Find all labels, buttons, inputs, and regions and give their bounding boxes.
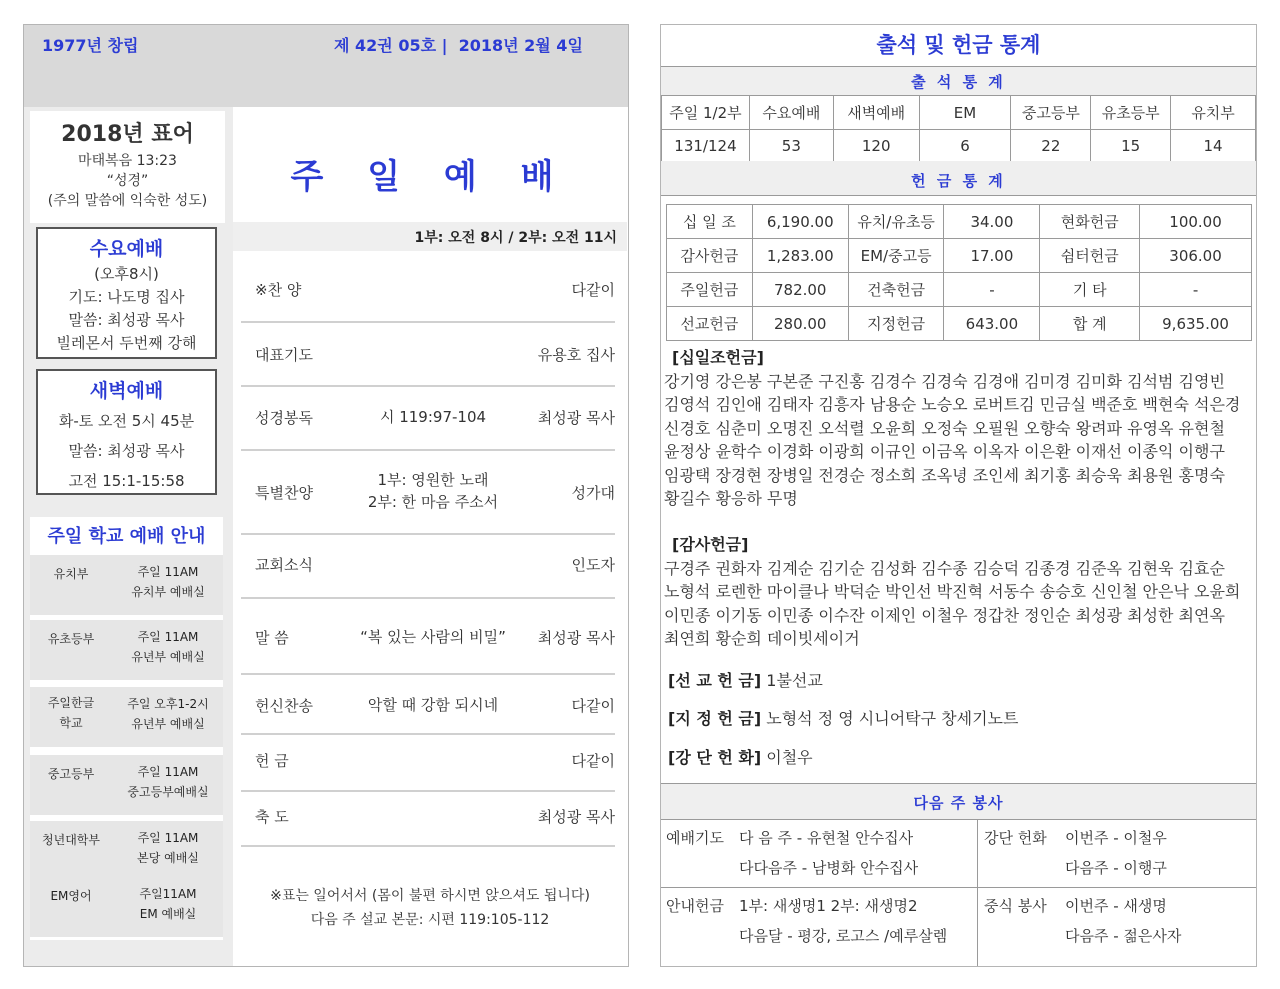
motto-title: 2018년 표어 (61, 122, 194, 147)
tithe-names-line: 임광택 장경현 장병일 전경순 정소희 조옥녕 조인세 최기홍 최승욱 최용원 홍명숙 (664, 465, 1225, 485)
sunday-school-row (30, 620, 223, 683)
usher-line: 다음달 - 평강, 로고스 /예루살렘 (739, 927, 948, 945)
mission-text: 1불선교 (761, 671, 823, 690)
order-label: 특별찬양 (255, 484, 313, 502)
sunday-school-row (30, 821, 223, 884)
wednesday-service-title: 수요예배 (89, 238, 164, 260)
worship-note (233, 884, 627, 932)
ss-name: EM영어 (50, 889, 92, 903)
offering-label: 유치/유초등 (848, 205, 944, 239)
altar-text: 이철우 (761, 748, 813, 767)
offering-amount: 34.00 (944, 205, 1040, 239)
founded-text: 1977년 창립 (42, 36, 139, 55)
offering-amount: 306.00 (1140, 239, 1252, 273)
ss-name-line2: 학교 (59, 716, 83, 730)
dawn-service-box (36, 369, 217, 495)
divider (661, 887, 1256, 888)
altar-flower (668, 745, 813, 768)
order-label: 헌신찬송 (255, 697, 313, 715)
order-detail: “복 있는 사람의 비밀” (360, 628, 506, 646)
tithe-names-line: 강기영 강은봉 구본준 구진홍 김경수 김경숙 김경애 김미경 김미화 김석범 김영빈 (664, 371, 1225, 391)
ss-time: 주일11AM (139, 887, 197, 901)
tithe-title: [십일조헌금] (672, 348, 764, 367)
order-leader: 최성광 목사 (537, 808, 615, 826)
offering-title-band (661, 161, 1256, 196)
motto-reference: 마태복음 13:23 (78, 153, 177, 169)
order-detail: 시 119:97-104 (379, 408, 487, 426)
mission-title: [선 교 헌 금] (668, 671, 762, 690)
dawn-service-preacher: 말씀: 최성광 목사 (68, 442, 185, 460)
thanks-names-line: 구경주 권화자 김계순 김기순 김성화 김수종 김승덕 김종경 김준옥 김현욱 김효순 (664, 558, 1225, 578)
attendance-value: 53 (749, 130, 833, 162)
offering-row (667, 273, 1252, 307)
attendance-header-row (662, 96, 1256, 130)
designated-offering (668, 706, 1018, 729)
divider (241, 733, 615, 735)
prayer-line: 다다음주 - 남병화 안수집사 (739, 859, 919, 877)
divider (241, 845, 615, 847)
worship-title: 주 일 예 배 (290, 157, 570, 197)
offering-amount: 782.00 (752, 273, 848, 307)
stats-title: 출석 및 헌금 통계 (876, 33, 1041, 57)
offering-table (666, 204, 1252, 341)
divider (241, 597, 615, 599)
dawn-service-time: 화-토 오전 5시 45분 (58, 412, 195, 430)
offering-label: 쉼터헌금 (1040, 239, 1140, 273)
designated-title: [지 정 헌 금] (668, 709, 762, 728)
offering-label: 십 일 조 (667, 205, 753, 239)
order-leader: 다같이 (571, 752, 615, 770)
prayer-label: 예배기도 (666, 829, 724, 847)
meal-line: 다음주 - 젊은사자 (1065, 927, 1182, 945)
attendance-header: 중고등부 (1011, 96, 1091, 130)
issue-date: 제 42권 05호 | 2018년 2월 4일 (334, 36, 583, 55)
offering-title: 헌 금 통 계 (911, 172, 1006, 190)
flower-line: 다음주 - 이행구 (1065, 859, 1167, 877)
flower-line: 이번주 - 이철우 (1065, 829, 1167, 847)
thanks-names-line: 이민종 이기동 이민종 이수잔 이제인 이철우 정갑찬 정인순 최성광 최성한 최연옥 (664, 605, 1225, 625)
order-detail: 1부: 영원한 노래 (377, 471, 489, 489)
ss-name: 유치부 (53, 567, 89, 581)
prayer-line: 다 음 주 - 유현철 안수집사 (739, 829, 914, 847)
ss-place: 유년부 예배실 (131, 650, 205, 664)
meal-line: 이번주 - 새생명 (1065, 897, 1167, 915)
dawn-service-text: 고전 15:1-15:58 (68, 472, 185, 490)
offering-label: 건축헌금 (848, 273, 944, 307)
usher-label: 안내헌금 (666, 897, 724, 915)
order-leader: 다같이 (571, 281, 615, 299)
dawn-service-title: 새벽예배 (89, 380, 164, 402)
order-label: 대표기도 (255, 346, 313, 364)
offering-label: 선교헌금 (667, 307, 753, 341)
motto-theme: “성경” (106, 173, 149, 189)
attendance-title: 출 석 통 계 (911, 73, 1006, 91)
ss-time: 주일 11AM (137, 630, 199, 644)
order-leader: 최성광 목사 (537, 629, 615, 647)
wednesday-service-box (36, 227, 217, 359)
divider (241, 385, 615, 387)
attendance-title-band (661, 66, 1256, 95)
attendance-header: 수요예배 (749, 96, 833, 130)
offering-amount: 1,283.00 (752, 239, 848, 273)
offering-label: 감사헌금 (667, 239, 753, 273)
offering-amount: 643.00 (944, 307, 1040, 341)
attendance-header: EM (919, 96, 1011, 130)
divider (241, 321, 615, 323)
thanks-names-line: 노형석 로렌한 마이클나 박덕순 박인선 박진혁 서동수 송승호 신인철 안은낙 오윤희 (664, 582, 1241, 601)
tithe-names-line: 윤정상 윤학수 이경화 이광희 이규인 이금옥 이옥자 이은환 이재선 이종익 이행구 (664, 442, 1225, 461)
sunday-school-row (30, 555, 223, 618)
divider (241, 790, 615, 792)
service-times: 1부: 오전 8시 / 2부: 오전 11시 (414, 230, 617, 246)
attendance-value: 120 (833, 130, 919, 162)
order-detail: 악할 때 강함 되시네 (367, 696, 499, 714)
attendance-table (661, 95, 1256, 162)
wednesday-service-text: 빌레몬서 두번째 강해 (56, 334, 197, 352)
attendance-value: 22 (1011, 130, 1091, 162)
divider (241, 533, 615, 535)
order-label: ※찬 양 (255, 281, 302, 299)
order-leader: 인도자 (571, 556, 615, 574)
order-label: 말 씀 (255, 629, 289, 647)
tithe-names-line: 김영석 김인애 김태자 김흥자 남용순 노승오 로버트김 민금실 백준호 백현숙 석은경 (664, 395, 1241, 414)
altar-title: [강 단 헌 화] (668, 748, 762, 767)
offering-label: 합 계 (1040, 307, 1140, 341)
ss-time: 주일 11AM (137, 565, 199, 579)
sunday-school-panel (30, 517, 223, 937)
mission-offering (668, 668, 823, 691)
order-label: 교회소식 (255, 556, 313, 574)
thanks-section (664, 533, 1254, 651)
attendance-value: 131/124 (662, 130, 750, 162)
tithe-names-line: 황길수 황응하 무명 (664, 489, 798, 508)
offering-amount: 100.00 (1140, 205, 1252, 239)
motto-subtitle: (주의 말씀에 익숙한 성도) (47, 193, 208, 209)
next-sermon: 다음 주 설교 본문: 시편 119:105-112 (310, 912, 550, 928)
sunday-school-title: 주일 학교 예배 안내 (47, 526, 206, 547)
order-leader: 유용호 집사 (537, 346, 615, 364)
tithe-section (664, 346, 1254, 511)
offering-amount: 17.00 (944, 239, 1040, 273)
offering-label: EM/중고등 (848, 239, 944, 273)
offering-label: 주일헌금 (667, 273, 753, 307)
order-detail-line2: 2부: 한 마음 주소서 (367, 493, 499, 511)
order-label: 헌 금 (255, 752, 289, 770)
divider (241, 673, 615, 675)
tithe-names-line: 신경호 심춘미 오명진 오석렬 오윤희 오정숙 오필원 오향숙 왕려파 유영옥 유현철 (664, 418, 1225, 438)
attendance-value: 6 (919, 130, 1011, 162)
attendance-value: 14 (1171, 130, 1256, 162)
meal-label: 중식 봉사 (984, 897, 1047, 915)
offering-row (667, 307, 1252, 341)
offering-label: 지정헌금 (848, 307, 944, 341)
ss-name: 주일한글 (47, 696, 95, 710)
attendance-header: 유치부 (1171, 96, 1256, 130)
order-label: 성경봉독 (255, 409, 313, 427)
attendance-header: 주일 1/2부 (662, 96, 750, 130)
ss-time: 주일 11AM (137, 765, 199, 779)
wednesday-service-time: (오후8시) (94, 265, 159, 283)
ss-time: 주일 오후1-2시 (127, 697, 209, 711)
offering-row (667, 239, 1252, 273)
thanks-title: [감사헌금] (672, 535, 749, 554)
divider (977, 820, 978, 966)
divider (241, 449, 615, 451)
order-leader: 다같이 (571, 697, 615, 715)
ss-place: 본당 예배실 (137, 851, 199, 865)
offering-amount: - (944, 273, 1040, 307)
designated-text: 노형석 정 영 시니어탁구 창세기노트 (761, 709, 1019, 728)
thanks-names-line: 최연희 황순희 데이빗세이거 (664, 629, 860, 648)
order-leader: 성가대 (571, 484, 615, 502)
sunday-school-row (30, 877, 223, 940)
offering-amount: - (1140, 273, 1252, 307)
motto-box (30, 111, 225, 223)
standing-note: ※표는 일어서서 (몸이 불편 하시면 앉으셔도 됩니다) (270, 888, 590, 904)
ss-place: 중고등부예배실 (127, 785, 209, 799)
attendance-header: 새벽예배 (833, 96, 919, 130)
wednesday-service-preacher: 말씀: 최성광 목사 (68, 311, 185, 329)
offering-amount: 6,190.00 (752, 205, 848, 239)
flower-label: 강단 헌화 (984, 829, 1047, 847)
service-times-band (233, 222, 627, 251)
attendance-value: 15 (1091, 130, 1171, 162)
offering-label: 현화헌금 (1040, 205, 1140, 239)
attendance-value-row (662, 130, 1256, 162)
offering-amount: 9,635.00 (1140, 307, 1252, 341)
wednesday-service-prayer: 기도: 나도명 집사 (68, 288, 185, 306)
order-leader: 최성광 목사 (537, 409, 615, 427)
ss-place: 유년부 예배실 (131, 717, 205, 731)
sunday-school-row (30, 755, 223, 818)
sunday-school-row (30, 687, 223, 750)
ss-name: 유초등부 (47, 632, 95, 646)
ss-name: 중고등부 (47, 767, 95, 781)
attendance-header: 유초등부 (1091, 96, 1171, 130)
usher-line: 1부: 새생명1 2부: 새생명2 (739, 897, 918, 915)
offering-label: 기 타 (1040, 273, 1140, 307)
next-week-title-band (661, 783, 1256, 820)
ss-place: 유치부 예배실 (131, 585, 205, 599)
header-band (24, 25, 628, 107)
ss-place: EM 예배실 (139, 907, 197, 921)
next-week-title: 다음 주 봉사 (913, 794, 1004, 812)
offering-row (667, 205, 1252, 239)
order-label: 축 도 (255, 808, 289, 826)
ss-time: 주일 11AM (137, 831, 199, 845)
offering-amount: 280.00 (752, 307, 848, 341)
ss-name: 청년대학부 (42, 833, 100, 847)
